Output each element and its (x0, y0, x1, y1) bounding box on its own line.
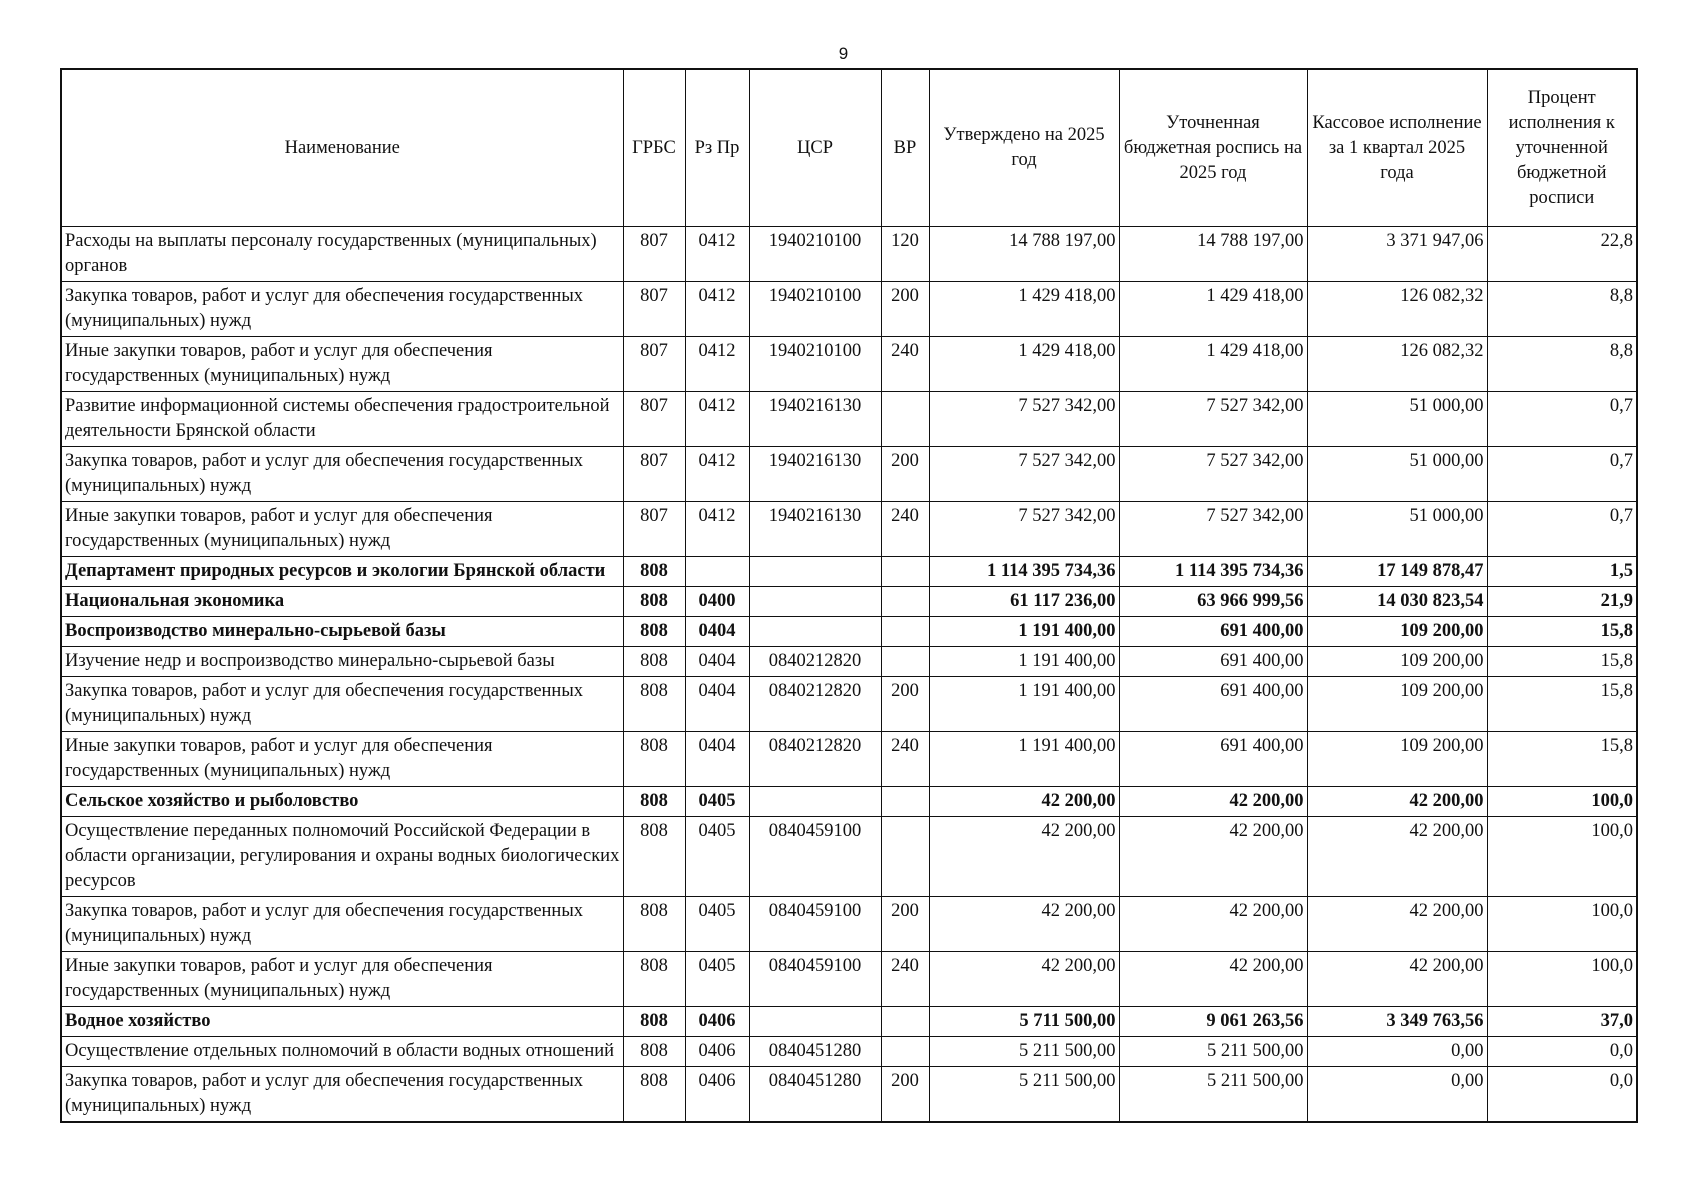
cell-vr (881, 817, 929, 897)
cell-percent: 0,7 (1487, 447, 1637, 502)
cell-vr: 200 (881, 677, 929, 732)
cell-rzpr: 0412 (685, 282, 749, 337)
cell-rzpr: 0412 (685, 392, 749, 447)
cell-name: Изучение недр и воспроизводство минерально-сырьевой базы (61, 647, 623, 677)
cell-rzpr: 0405 (685, 787, 749, 817)
cell-vr (881, 587, 929, 617)
cell-refined: 1 114 395 734,36 (1119, 557, 1307, 587)
cell-csr: 0840459100 (749, 817, 881, 897)
cell-approved: 1 191 400,00 (929, 647, 1119, 677)
page-number: 9 (838, 44, 849, 63)
cell-rzpr: 0406 (685, 1067, 749, 1123)
cell-refined: 42 200,00 (1119, 952, 1307, 1007)
cell-percent: 0,7 (1487, 392, 1637, 447)
cell-name: Развитие информационной системы обеспечения градостроительной деятельности Брянской области (61, 392, 623, 447)
cell-percent: 100,0 (1487, 787, 1637, 817)
cell-name: Иные закупки товаров, работ и услуг для обеспечения государственных (муниципальных) нужд (61, 502, 623, 557)
cell-rzpr: 0404 (685, 732, 749, 787)
cell-grbs: 807 (623, 502, 685, 557)
cell-cash: 51 000,00 (1307, 392, 1487, 447)
cell-vr (881, 787, 929, 817)
cell-cash: 0,00 (1307, 1067, 1487, 1123)
cell-vr (881, 392, 929, 447)
cell-grbs: 808 (623, 787, 685, 817)
cell-csr: 0840451280 (749, 1067, 881, 1123)
cell-name: Закупка товаров, работ и услуг для обеспечения государственных (муниципальных) нужд (61, 447, 623, 502)
cell-percent: 37,0 (1487, 1007, 1637, 1037)
cell-refined: 5 211 500,00 (1119, 1067, 1307, 1123)
cell-name: Сельское хозяйство и рыболовство (61, 787, 623, 817)
cell-approved: 1 191 400,00 (929, 732, 1119, 787)
cell-grbs: 807 (623, 227, 685, 282)
cell-percent: 0,7 (1487, 502, 1637, 557)
cell-refined: 63 966 999,56 (1119, 587, 1307, 617)
cell-csr: 0840212820 (749, 647, 881, 677)
cell-grbs: 808 (623, 897, 685, 952)
cell-name: Осуществление отдельных полномочий в области водных отношений (61, 1037, 623, 1067)
table-row (61, 1067, 1637, 1123)
cell-grbs: 808 (623, 952, 685, 1007)
cell-refined: 691 400,00 (1119, 647, 1307, 677)
table-header (61, 69, 1637, 227)
cell-csr: 0840212820 (749, 677, 881, 732)
cell-percent: 22,8 (1487, 227, 1637, 282)
cell-cash: 0,00 (1307, 1037, 1487, 1067)
cell-refined: 42 200,00 (1119, 787, 1307, 817)
cell-grbs: 808 (623, 732, 685, 787)
cell-rzpr: 0412 (685, 447, 749, 502)
cell-approved: 7 527 342,00 (929, 447, 1119, 502)
table-row (61, 677, 1637, 732)
cell-cash: 42 200,00 (1307, 952, 1487, 1007)
cell-rzpr: 0412 (685, 337, 749, 392)
cell-approved: 42 200,00 (929, 952, 1119, 1007)
cell-percent: 100,0 (1487, 897, 1637, 952)
table-body (61, 227, 1637, 1123)
cell-cash: 3 349 763,56 (1307, 1007, 1487, 1037)
cell-approved: 42 200,00 (929, 787, 1119, 817)
cell-csr (749, 787, 881, 817)
cell-rzpr: 0412 (685, 502, 749, 557)
cell-csr: 0840459100 (749, 952, 881, 1007)
cell-refined: 5 211 500,00 (1119, 1037, 1307, 1067)
cell-rzpr: 0405 (685, 817, 749, 897)
cell-refined: 7 527 342,00 (1119, 447, 1307, 502)
cell-approved: 1 429 418,00 (929, 282, 1119, 337)
cell-rzpr: 0404 (685, 677, 749, 732)
cell-percent: 8,8 (1487, 282, 1637, 337)
cell-vr: 240 (881, 732, 929, 787)
header-cash: Кассовое исполнение за 1 квартал 2025 года (1307, 69, 1487, 227)
table-row (61, 227, 1637, 282)
cell-refined: 42 200,00 (1119, 897, 1307, 952)
table-row (61, 647, 1637, 677)
cell-grbs: 808 (623, 647, 685, 677)
cell-refined: 7 527 342,00 (1119, 392, 1307, 447)
cell-grbs: 808 (623, 617, 685, 647)
cell-rzpr: 0404 (685, 617, 749, 647)
cell-csr (749, 557, 881, 587)
cell-percent: 21,9 (1487, 587, 1637, 617)
cell-refined: 691 400,00 (1119, 677, 1307, 732)
header-approved: Утверждено на 2025 год (929, 69, 1119, 227)
cell-cash: 3 371 947,06 (1307, 227, 1487, 282)
cell-name: Водное хозяйство (61, 1007, 623, 1037)
header-grbs: ГРБС (623, 69, 685, 227)
cell-cash: 42 200,00 (1307, 817, 1487, 897)
header-vr: ВР (881, 69, 929, 227)
cell-cash: 109 200,00 (1307, 677, 1487, 732)
cell-name: Иные закупки товаров, работ и услуг для обеспечения государственных (муниципальных) нужд (61, 337, 623, 392)
cell-percent: 0,0 (1487, 1067, 1637, 1123)
cell-rzpr (685, 557, 749, 587)
cell-vr: 240 (881, 337, 929, 392)
table-row (61, 337, 1637, 392)
table-row (61, 557, 1637, 587)
cell-vr: 200 (881, 282, 929, 337)
cell-approved: 1 191 400,00 (929, 617, 1119, 647)
cell-percent: 15,8 (1487, 647, 1637, 677)
cell-name: Расходы на выплаты персоналу государственных (муниципальных) органов (61, 227, 623, 282)
cell-csr: 1940210100 (749, 227, 881, 282)
cell-cash: 17 149 878,47 (1307, 557, 1487, 587)
cell-approved: 5 711 500,00 (929, 1007, 1119, 1037)
cell-csr: 1940216130 (749, 502, 881, 557)
cell-csr: 1940210100 (749, 282, 881, 337)
cell-percent: 8,8 (1487, 337, 1637, 392)
cell-cash: 42 200,00 (1307, 787, 1487, 817)
cell-refined: 691 400,00 (1119, 617, 1307, 647)
cell-rzpr: 0406 (685, 1007, 749, 1037)
cell-approved: 5 211 500,00 (929, 1037, 1119, 1067)
cell-rzpr: 0412 (685, 227, 749, 282)
cell-refined: 691 400,00 (1119, 732, 1307, 787)
cell-grbs: 807 (623, 337, 685, 392)
table-row (61, 447, 1637, 502)
cell-name: Закупка товаров, работ и услуг для обеспечения государственных (муниципальных) нужд (61, 677, 623, 732)
cell-grbs: 808 (623, 587, 685, 617)
cell-grbs: 808 (623, 677, 685, 732)
cell-grbs: 808 (623, 557, 685, 587)
cell-percent: 100,0 (1487, 817, 1637, 897)
cell-vr (881, 1007, 929, 1037)
cell-cash: 42 200,00 (1307, 897, 1487, 952)
cell-vr: 200 (881, 1067, 929, 1123)
cell-percent: 100,0 (1487, 952, 1637, 1007)
cell-name: Департамент природных ресурсов и экологии Брянской области (61, 557, 623, 587)
cell-refined: 9 061 263,56 (1119, 1007, 1307, 1037)
table-row (61, 897, 1637, 952)
budget-execution-table (60, 68, 1638, 1123)
table-row (61, 282, 1637, 337)
cell-cash: 126 082,32 (1307, 282, 1487, 337)
cell-cash: 51 000,00 (1307, 502, 1487, 557)
cell-csr: 1940216130 (749, 447, 881, 502)
cell-approved: 14 788 197,00 (929, 227, 1119, 282)
cell-approved: 5 211 500,00 (929, 1067, 1119, 1123)
cell-grbs: 808 (623, 1007, 685, 1037)
cell-rzpr: 0404 (685, 647, 749, 677)
cell-grbs: 807 (623, 447, 685, 502)
cell-rzpr: 0405 (685, 897, 749, 952)
cell-csr (749, 1007, 881, 1037)
cell-refined: 42 200,00 (1119, 817, 1307, 897)
cell-csr: 0840212820 (749, 732, 881, 787)
cell-csr (749, 587, 881, 617)
cell-approved: 1 429 418,00 (929, 337, 1119, 392)
cell-grbs: 808 (623, 817, 685, 897)
cell-approved: 1 114 395 734,36 (929, 557, 1119, 587)
cell-name: Закупка товаров, работ и услуг для обеспечения государственных (муниципальных) нужд (61, 1067, 623, 1123)
cell-vr: 200 (881, 897, 929, 952)
cell-rzpr: 0405 (685, 952, 749, 1007)
cell-name: Национальная экономика (61, 587, 623, 617)
cell-vr (881, 557, 929, 587)
cell-grbs: 807 (623, 392, 685, 447)
cell-rzpr: 0406 (685, 1037, 749, 1067)
table-row (61, 502, 1637, 557)
table-row (61, 587, 1637, 617)
cell-vr: 120 (881, 227, 929, 282)
cell-vr: 240 (881, 502, 929, 557)
cell-approved: 1 191 400,00 (929, 677, 1119, 732)
cell-csr: 1940210100 (749, 337, 881, 392)
cell-grbs: 807 (623, 282, 685, 337)
cell-vr: 200 (881, 447, 929, 502)
table-row (61, 392, 1637, 447)
cell-name: Воспроизводство минерально-сырьевой базы (61, 617, 623, 647)
cell-approved: 42 200,00 (929, 897, 1119, 952)
cell-cash: 126 082,32 (1307, 337, 1487, 392)
cell-grbs: 808 (623, 1067, 685, 1123)
cell-vr (881, 647, 929, 677)
table-row (61, 1007, 1637, 1037)
cell-csr: 0840451280 (749, 1037, 881, 1067)
cell-vr (881, 1037, 929, 1067)
cell-cash: 109 200,00 (1307, 732, 1487, 787)
cell-refined: 7 527 342,00 (1119, 502, 1307, 557)
table-row (61, 617, 1637, 647)
cell-refined: 14 788 197,00 (1119, 227, 1307, 282)
cell-refined: 1 429 418,00 (1119, 282, 1307, 337)
cell-percent: 1,5 (1487, 557, 1637, 587)
cell-cash: 51 000,00 (1307, 447, 1487, 502)
table-row (61, 787, 1637, 817)
cell-percent: 15,8 (1487, 677, 1637, 732)
cell-name: Закупка товаров, работ и услуг для обеспечения государственных (муниципальных) нужд (61, 282, 623, 337)
cell-csr (749, 617, 881, 647)
cell-name: Осуществление переданных полномочий Российской Федерации в области организации, регулирования и охраны водных биологических ресурсов (61, 817, 623, 897)
cell-approved: 7 527 342,00 (929, 502, 1119, 557)
table-row (61, 732, 1637, 787)
cell-percent: 15,8 (1487, 732, 1637, 787)
cell-name: Иные закупки товаров, работ и услуг для обеспечения государственных (муниципальных) нужд (61, 952, 623, 1007)
cell-grbs: 808 (623, 1037, 685, 1067)
cell-refined: 1 429 418,00 (1119, 337, 1307, 392)
cell-approved: 42 200,00 (929, 817, 1119, 897)
cell-name: Иные закупки товаров, работ и услуг для обеспечения государственных (муниципальных) нужд (61, 732, 623, 787)
table-row (61, 952, 1637, 1007)
cell-csr: 0840459100 (749, 897, 881, 952)
cell-vr: 240 (881, 952, 929, 1007)
table-row (61, 1037, 1637, 1067)
header-rzpr: Рз Пр (685, 69, 749, 227)
cell-name: Закупка товаров, работ и услуг для обеспечения государственных (муниципальных) нужд (61, 897, 623, 952)
cell-approved: 61 117 236,00 (929, 587, 1119, 617)
header-percent: Процент исполнения к уточненной бюджетной росписи (1487, 69, 1637, 227)
header-refined: Уточненная бюджетная роспись на 2025 год (1119, 69, 1307, 227)
cell-percent: 0,0 (1487, 1037, 1637, 1067)
cell-approved: 7 527 342,00 (929, 392, 1119, 447)
cell-percent: 15,8 (1487, 617, 1637, 647)
cell-cash: 109 200,00 (1307, 647, 1487, 677)
cell-cash: 14 030 823,54 (1307, 587, 1487, 617)
cell-rzpr: 0400 (685, 587, 749, 617)
header-name: Наименование (61, 69, 623, 227)
cell-csr: 1940216130 (749, 392, 881, 447)
cell-vr (881, 617, 929, 647)
cell-cash: 109 200,00 (1307, 617, 1487, 647)
table-row (61, 817, 1637, 897)
header-csr: ЦСР (749, 69, 881, 227)
